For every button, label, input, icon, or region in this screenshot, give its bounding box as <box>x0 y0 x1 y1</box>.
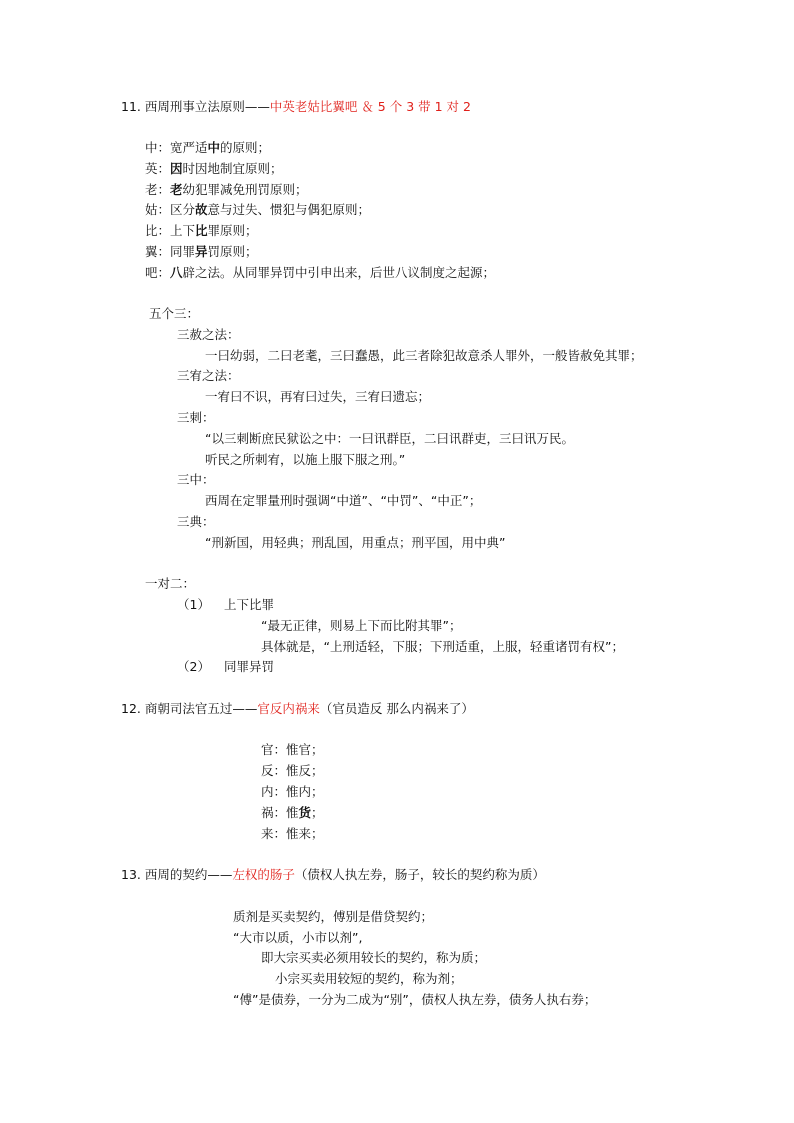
section-12-mnemonic: 官反内祸来 <box>257 701 320 716</box>
three-ci-text-2: 听民之所刺宥，以施上服下服之刑。” <box>205 452 406 467</box>
three-dian-text: “刑新国，用轻典；刑乱国，用重点；刑平国，用中典” <box>205 535 506 550</box>
contract-line-2: “大市以质，小市以剂”, <box>233 930 363 945</box>
three-zhong-text: 西周在定罪量刑时强调“中道”、“中罚”、“中正”； <box>205 493 482 508</box>
three-you-text: 一宥曰不识，再宥曰过失，三宥曰遗忘； <box>205 389 431 404</box>
section-12-heading <box>121 701 474 717</box>
three-you-title: 三宥之法： <box>177 368 240 383</box>
list-item: 来：惟来； <box>261 826 324 841</box>
three-ci-title: 三刺： <box>177 410 215 425</box>
section-11-heading <box>121 99 471 115</box>
three-ci-text-1: “以三刺断庶民狱讼之中：一曰讯群臣，二曰讯群吏，三曰讯万民。 <box>205 431 574 446</box>
list-item: 老：老幼犯罪减免刑罚原则； <box>145 182 308 197</box>
section-11-heading-prefix: 11. 西周刑事立法原则—— <box>121 99 270 114</box>
section-12-heading-prefix: 12. 商朝司法官五过—— <box>121 701 258 716</box>
list-item: 翼：同罪异罚原则； <box>145 244 258 259</box>
section-13-heading-prefix: 13. 西周的契约—— <box>121 867 233 882</box>
one-two-item-1-text-2: 具体就是，“上刑适轻，下服；下刑适重，上服，轻重诸罚有权”； <box>261 639 624 654</box>
one-two-item-1-text-1: “最无正律，则易上下而比附其罪”； <box>261 618 462 633</box>
one-two-item-2: （2） 同罪异罚 <box>177 659 274 674</box>
contract-line-3: 即大宗买卖必须用较长的契约，称为质； <box>261 950 487 965</box>
three-dian-title: 三典： <box>177 514 215 529</box>
list-item: 祸：惟货； <box>261 805 324 820</box>
contract-line-1: 质剂是买卖契约，傅别是借贷契约； <box>233 909 434 924</box>
five-threes-title: 五个三： <box>149 306 200 321</box>
contract-line-4: 小宗买卖用较短的契约，称为剂； <box>275 971 463 986</box>
section-13-note: （债权人执左券，肠子，较长的契约称为质） <box>294 867 545 882</box>
list-item: 比：上下比罪原则； <box>145 223 258 238</box>
list-item: 姑：区分故意与过失、惯犯与偶犯原则； <box>145 202 371 217</box>
three-she-title: 三赦之法： <box>177 327 240 342</box>
section-13-heading <box>121 867 545 883</box>
list-item: 官：惟官； <box>261 742 324 757</box>
three-zhong-title: 三中： <box>177 472 215 487</box>
contract-line-5: “傅”是债券，一分为二成为“别”，债权人执左券，债务人执右券； <box>233 992 597 1007</box>
section-11-mnemonic: 中英老姑比翼吧 ＆ 5 个 3 带 1 对 2 <box>269 99 471 114</box>
list-item: 英：因时因地制宜原则； <box>145 161 283 176</box>
list-item: 中：宽严适中的原则； <box>145 140 271 155</box>
one-two-item-1: （1） 上下比罪 <box>177 597 274 612</box>
section-12-note: （官员造反 那么内祸来了） <box>319 701 474 716</box>
list-item: 吧：八辟之法。从同罪异罚中引申出来，后世八议制度之起源； <box>145 265 496 280</box>
list-item: 反：惟反； <box>261 763 324 778</box>
list-item: 内：惟内； <box>261 784 324 799</box>
one-two-title: 一对二： <box>145 576 196 591</box>
three-she-text: 一曰幼弱，二曰老耄，三曰蠢愚，此三者除犯故意杀人罪外，一般皆赦免其罪； <box>205 348 643 363</box>
section-13-mnemonic: 左权的肠子 <box>232 867 295 882</box>
